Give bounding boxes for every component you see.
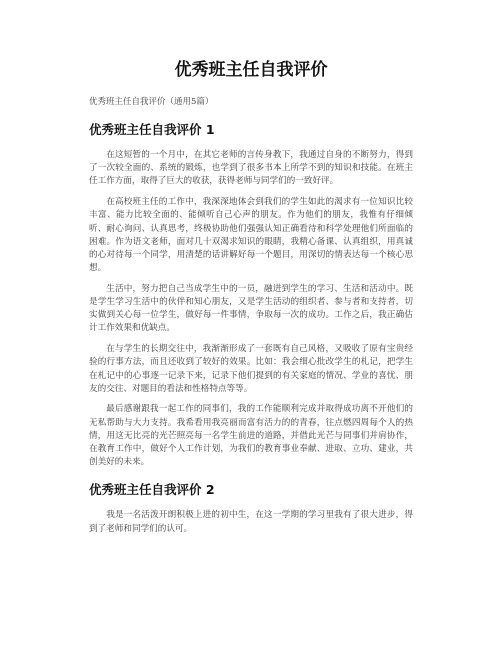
paragraph: 我是一名活泼开朗积极上进的初中生，在这一学期的学习里我有了很大进步，得到了老师和同学们的认可。	[89, 510, 413, 534]
paragraph: 在这短暂的一个月中，在其它老师的言传身教下，我通过自身的不断努力，得到了一次较全面的、系统的锻炼，也学到了很多书本上所学不到的知识和技能。在班主任工作方面，取得了巨大的收获，获得老师与同学们的一致好评。	[89, 150, 413, 187]
section-heading: 优秀班主任自我评价 2	[89, 482, 215, 498]
paragraph: 最后感谢跟我一起工作的同事们，我的工作能顺利完成并取得成功离不开他们的无私帮助与大力支持。我希看用我亮丽而富有活力的的青春，往点燃四周每个人的热情，用这无比亮的光芒照亮每一名学生前进的道路，并借此光芒与同事们并肩协作，在教育工作中，做好个人工作计划，为我们的教育事业奉献、进取、立功、建业，共创美好的未来。	[89, 404, 413, 468]
document-title: 优秀班主任自我评价	[174, 60, 328, 80]
paragraph: 在与学生的长期交往中，我渐渐形成了一套既有自己风格，又吸收了原有宝贵经验的行事方法，而且还收到了较好的效果。比如：我会细心批改学生的札记，把学生在札记中的心事逐一记录下来，记录下他们提到的有关家庭的情况、学业的喜忧、朋友的交往、对题目的看法和性格特点等等。	[89, 344, 413, 394]
section-heading: 优秀班主任自我评价 1	[89, 122, 215, 137]
section-1	[89, 121, 413, 469]
paragraph: 生活中，努力把自己当成学生中的一员，融进到学生的学习、生活和活动中。既是学生学习生活中的伙伴和知心朋友，又是学生活动的组织者、参与者和支持者，切实做到关心每一位学生，做好每一件事情，争取每一次的成功。工作之后，我正确估计工作效果和优缺点。	[89, 283, 413, 334]
section-2	[89, 481, 413, 535]
paragraph: 在高校班主任的工作中，我深深地体会到我们的学生如此的渴求有一位知识比较丰富、能力比较全面的、能倾听自己心声的朋友。作为他们的朋友，我惟有仔细倾听、耐心询问、认真思考，终极协助他们强强认知正确看待和科学处理他们所面临的困难。作为语文老师，面对几十双渴求知识的眼睛，我精心备课、认真组织，用真诚的心对待每一个同学，用清楚的话讲解好每一个题目，用深切的情表达每一个核心思想。	[89, 197, 413, 274]
document-subtitle: 优秀班主任自我评价（通用5篇）	[89, 97, 214, 107]
